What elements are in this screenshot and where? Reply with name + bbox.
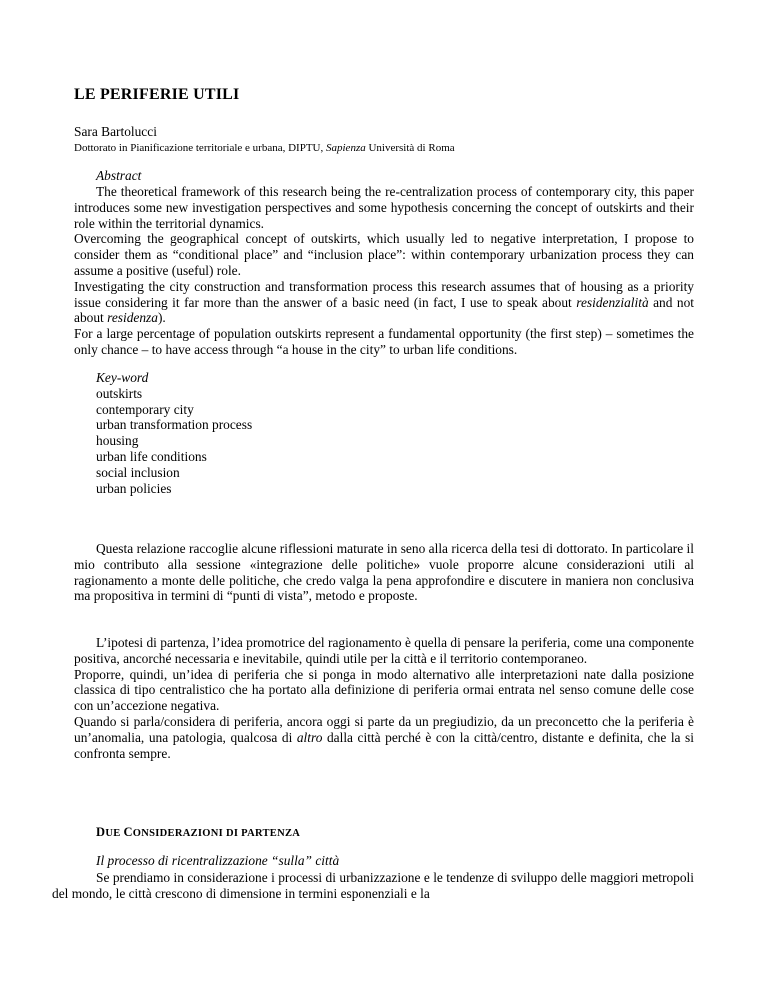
abstract-paragraph: Overcoming the geographical concept of outskirts, which usually led to negative interpretation, I propose to consider them as “conditional place” and “inclusion place”: within contemporary urbanization process they can assume a positive (useful) role. bbox=[74, 231, 694, 278]
keyword-item: urban transformation process bbox=[96, 417, 253, 433]
keyword-item: social inclusion bbox=[96, 464, 180, 480]
abstract-italic: residenzialità bbox=[576, 294, 649, 310]
keyword-item: urban policies bbox=[96, 480, 172, 496]
section-cap: C bbox=[123, 825, 133, 839]
keyword-item: urban life conditions bbox=[96, 448, 207, 464]
abstract-text: and not about bbox=[74, 294, 694, 326]
body-text-part: dalla città perché è con la città/centro, distante e definita, che la si confronta sempre. bbox=[74, 729, 694, 761]
body-text: Proporre, quindi, un’idea di periferia che si ponga in modo alternativo alle interpretazioni nate dalla posizione classica di tipo centralistico che ha portato alla definizione di periferia ormai entrata nel senso comune delle cose con un’accezione negativa. bbox=[74, 666, 694, 714]
body-text: L’ipotesi di partenza, l’idea promotrice del ragionamento è quella di pensare la periferia, come una componente positiva, ancorché necessaria e inevitabile, quindi utile per la città e il territorio contemporaneo. bbox=[74, 635, 694, 666]
abstract-paragraph: The theoretical framework of this research being the re-centralization process of contemporary city, this paper introduces some new investigation perspectives and some hypothesis concerning the concept of outskirts and their role within the territorial dynamics. bbox=[74, 184, 694, 231]
subsection-heading: Il processo di ricentralizzazione “sulla” città bbox=[96, 853, 340, 868]
abstract-heading: Abstract bbox=[96, 168, 142, 183]
abstract-text: ). bbox=[157, 310, 166, 326]
section-cap: D bbox=[96, 825, 106, 839]
body-text-part: Quando si parla/considera di periferia, ancora oggi si parte da un pregiudizio, da un preconcetto che la periferia è un’anomalia, una patologia, qualcosa di bbox=[74, 713, 694, 745]
keyword-item: housing bbox=[96, 433, 139, 449]
keyword-item: contemporary city bbox=[96, 401, 194, 417]
keyword-item: outskirts bbox=[96, 385, 143, 401]
keyword-heading: Key-word bbox=[96, 370, 149, 385]
keyword-list bbox=[96, 370, 252, 496]
affiliation-text-end: Università di Roma bbox=[365, 142, 455, 154]
section-smallcaps: UE bbox=[105, 828, 124, 839]
body-italic: altro bbox=[296, 729, 323, 745]
abstract-text: Investigating the city construction and transformation process this research assumes that of housing as a priority issue considering it far more than the answer of a basic need (in fact, I use to speak about bbox=[74, 278, 694, 310]
body-paragraph-2 bbox=[74, 635, 694, 761]
paper-title: LE PERIFERIE UTILI bbox=[74, 86, 240, 103]
author-affiliation bbox=[74, 141, 455, 157]
abstract-paragraph bbox=[74, 279, 694, 326]
body-text: Questa relazione raccoglie alcune riflessioni maturate in seno alla ricerca della tesi di dottorato. In particolare il mio contributo alla sessione «integrazione delle politiche» vuole proporre alcune considerazioni utili al ragionamento a monte delle politiche, che credo valga la pena approfondire e discutere in maniera non conclusiva ma propositiva in termini di “punti di vista”, metodo e proposte. bbox=[74, 541, 694, 604]
section-heading bbox=[96, 825, 300, 842]
affiliation-italic: Sapienza bbox=[326, 142, 366, 154]
body-text bbox=[74, 714, 694, 761]
body-text: Se prendiamo in considerazione i processi di urbanizzazione e le tendenze di sviluppo delle maggiori metropoli del mondo, le città crescono di dimensione in termini esponenziali e la bbox=[52, 870, 694, 901]
abstract-italic: residenza bbox=[107, 310, 158, 326]
affiliation-text: Dottorato in Pianificazione territoriale e urbana, DIPTU, bbox=[74, 142, 326, 154]
abstract-paragraph: For a large percentage of population outskirts represent a fundamental opportunity (the first step) – sometimes the only chance – to have access through “a house in the city” to urban life conditions. bbox=[74, 326, 694, 357]
author-name: Sara Bartolucci bbox=[74, 124, 157, 139]
body-paragraph-3 bbox=[52, 870, 694, 902]
section-smallcaps: ONSIDERAZIONI DI PARTENZA bbox=[132, 828, 301, 839]
abstract-body bbox=[74, 184, 694, 358]
body-paragraph-1 bbox=[74, 541, 694, 604]
